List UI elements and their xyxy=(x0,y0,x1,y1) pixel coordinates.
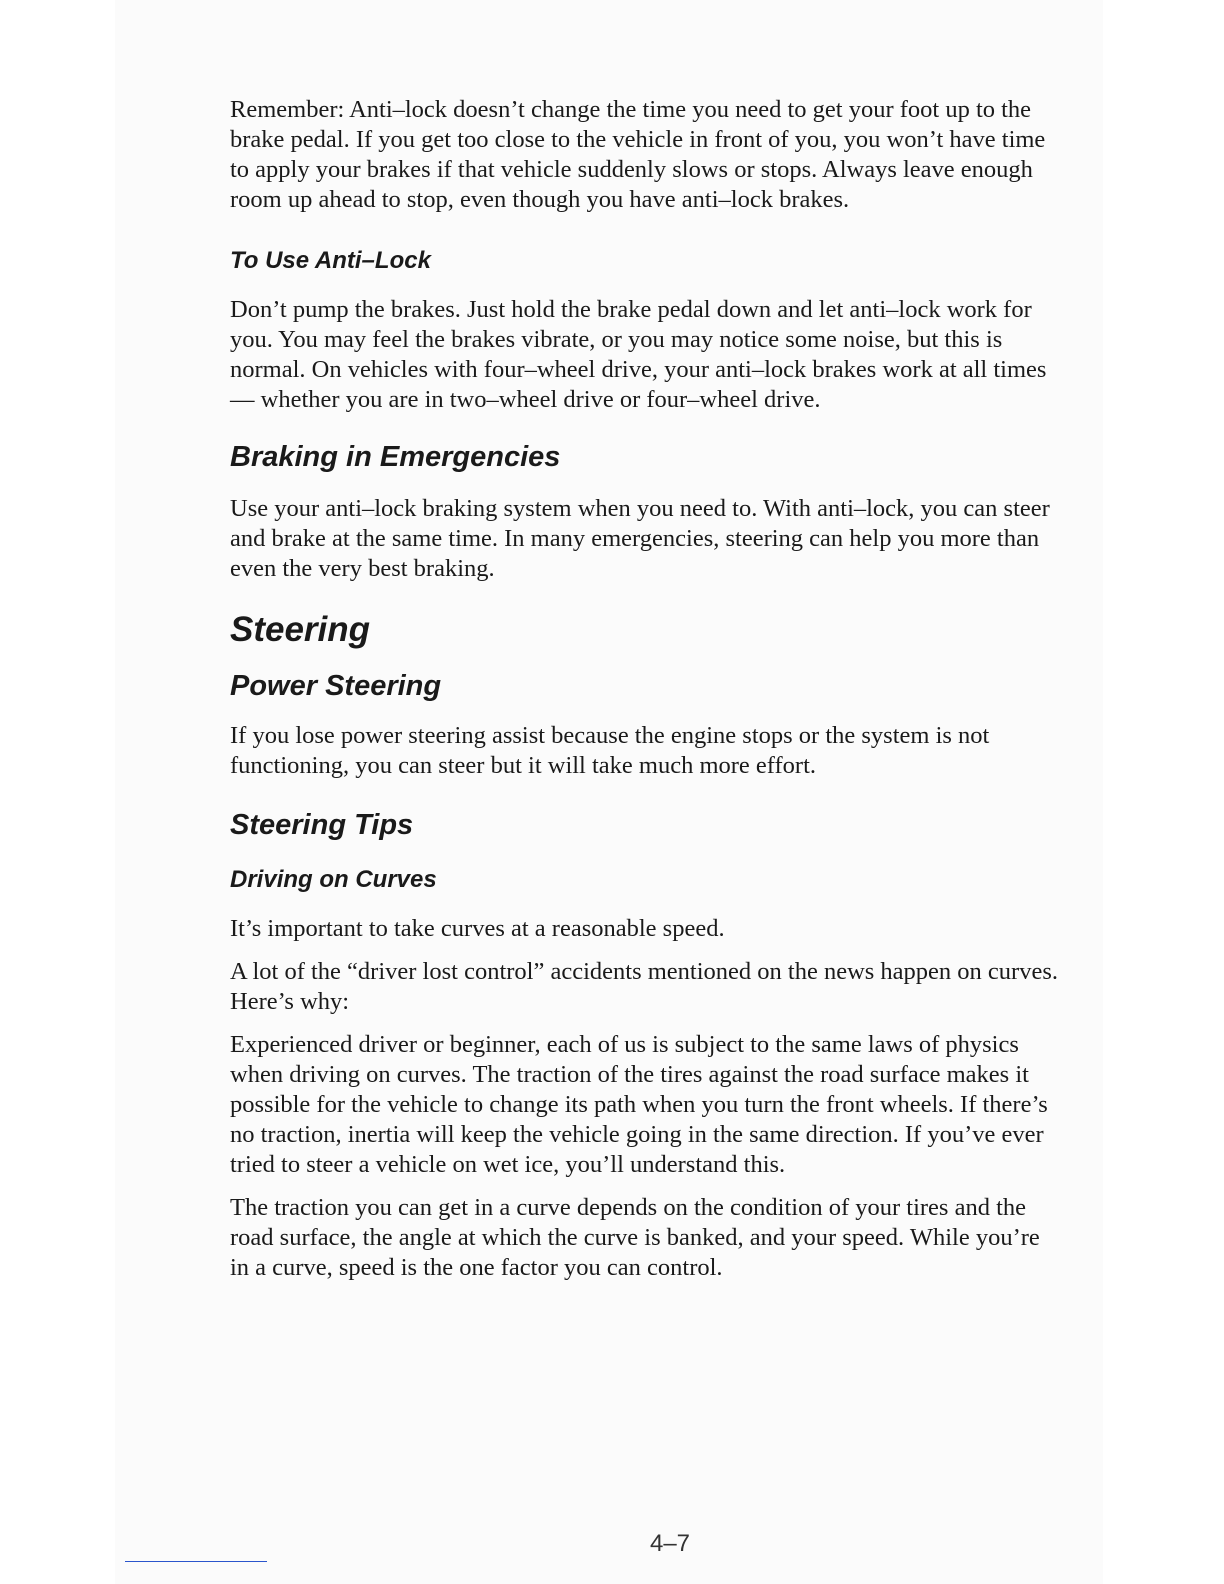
paragraph-lose-power: If you lose power steering assist because the engine stops or the system is not functioning, you can steer but it will take much more effort. xyxy=(230,722,990,779)
page-number: 4–7 xyxy=(649,1530,691,1557)
page-content xyxy=(230,95,1060,1283)
paragraph-experienced: Experienced driver or beginner, each of us is subject to the same laws of physics when driving on curves. The traction of the tires against the road surface makes it possible for the vehicle to change its path when you turn the front wheels. If there’s no traction, inertia will keep the vehicle going in the same direction. If you’ve ever tried to steer a vehicle on wet ice, you’ll understand this. xyxy=(230,1031,1048,1178)
heading-driving-curves: Driving on Curves xyxy=(230,866,437,893)
heading-steering-tips: Steering Tips xyxy=(230,809,414,841)
paragraph-important: It’s important to take curves at a reasonable speed. xyxy=(230,915,725,942)
heading-to-use-antilock: To Use Anti–Lock xyxy=(230,247,431,274)
paragraph-use-abs: Use your anti–lock braking system when you need to. With anti–lock, you can steer and brake at the same time. In many emergencies, steering can help you more than even the very best braking. xyxy=(230,495,1050,582)
heading-braking-emergencies: Braking in Emergencies xyxy=(230,441,561,473)
heading-power-steering: Power Steering xyxy=(230,670,442,702)
paragraph-driver-lost: A lot of the “driver lost control” accidents mentioned on the news happen on curves. Here’s why: xyxy=(230,958,1058,1015)
paragraph-remember: Remember: Anti–lock doesn’t change the time you need to get your foot up to the brake pedal. If you get too close to the vehicle in front of you, you won’t have time to apply your brakes if that vehicle suddenly slows or stops. Always leave enough room up ahead to stop, even though you have anti–lock brakes. xyxy=(230,96,1046,213)
paragraph-traction: The traction you can get in a curve depends on the condition of your tires and the road surface, the angle at which the curve is banked, and your speed. While you’re in a curve, speed is the one factor you can control. xyxy=(230,1194,1040,1281)
heading-steering: Steering xyxy=(230,610,371,649)
footer-link-underline[interactable] xyxy=(125,1561,267,1562)
paragraph-dont-pump: Don’t pump the brakes. Just hold the brake pedal down and let anti–lock work for you. You may feel the brakes vibrate, or you may notice some noise, but this is normal. On vehicles with four–wheel drive, your anti–lock brakes work at all times — whether you are in two–wheel drive or four–wheel drive. xyxy=(230,296,1047,413)
